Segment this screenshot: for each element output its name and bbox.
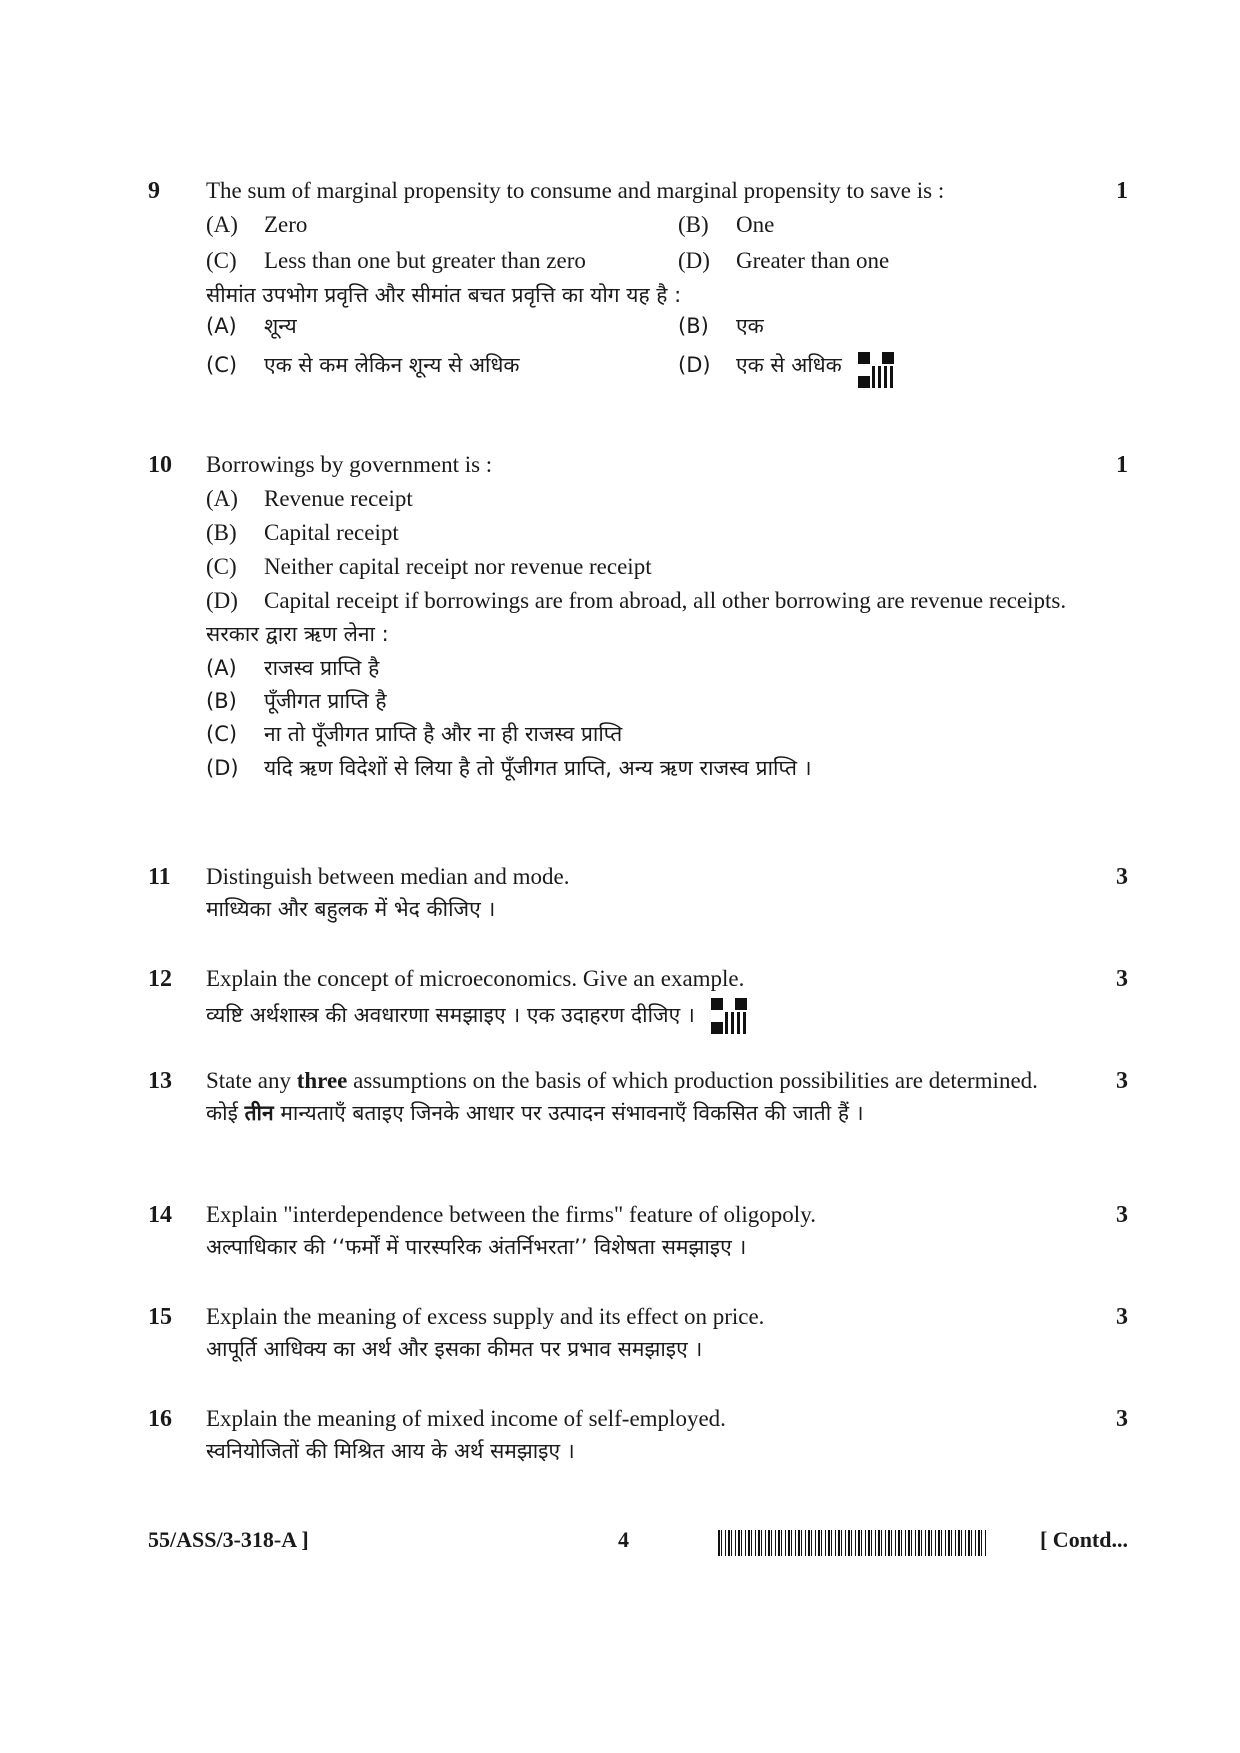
question-number: 16 — [148, 1406, 172, 1432]
question-number: 13 — [148, 1068, 172, 1094]
option-a-hi: (A) राजस्व प्राप्ति है — [206, 655, 380, 680]
question-9 — [148, 176, 1128, 394]
qr-code-icon — [711, 998, 747, 1034]
option-b-hi: (B) एक — [678, 313, 764, 338]
emphasis-three-hi: तीन — [244, 1100, 274, 1125]
option-d-hi: (D) यदि ऋण विदेशों से लिया है तो पूँजीगत प्राप्ति, अन्य ऋण राजस्व प्राप्ति । — [206, 755, 812, 780]
question-text-en: State any three assumptions on the basis of which production possibilities are determined. — [206, 1068, 1038, 1093]
option-c-hi: (C) ना तो पूँजीगत प्राप्ति है और ना ही राजस्व प्राप्ति — [206, 722, 623, 747]
option-b: (B) One — [678, 211, 775, 237]
question-16 — [148, 1404, 1128, 1469]
question-text-hi: माध्यिका और बहुलक में भेद कीजिए । — [206, 896, 496, 921]
question-text-en: Explain "interdependence between the firms" feature of oligopoly. — [206, 1202, 816, 1227]
question-text-hi: कोई तीन मान्यताएँ बताइए जिनके आधार पर उत्पादन संभावनाएँ विकसित की जाती हैं । — [206, 1100, 864, 1125]
question-text-hi: सीमांत उपभोग प्रवृत्ति और सीमांत बचत प्रवृत्ति का योग यह है : — [206, 282, 682, 307]
paper-code: 55/ASS/3-318-A ] — [148, 1527, 309, 1552]
question-marks: 3 — [1116, 864, 1128, 890]
question-number: 11 — [148, 864, 171, 890]
page-footer — [148, 1526, 1128, 1566]
option-d: (D) Greater than one — [678, 247, 890, 273]
question-text-en: Explain the meaning of excess supply and its effect on price. — [206, 1304, 765, 1329]
option-d: (D) Capital receipt if borrowings are from abroad, all other borrowing are revenue receipts. — [206, 587, 1067, 613]
question-number: 10 — [148, 452, 172, 478]
option-a: (A) Revenue receipt — [206, 485, 413, 511]
continued-label: [ Contd... — [1039, 1527, 1128, 1552]
question-marks: 3 — [1116, 1068, 1128, 1094]
question-text-hi: अल्पाधिकार की ‘‘फर्मों में पारस्परिक अंतर्निभरता’’ विशेषता समझाइए । — [206, 1234, 747, 1259]
question-12 — [148, 964, 1128, 1038]
emphasis-three: three — [296, 1068, 348, 1093]
question-15 — [148, 1302, 1128, 1367]
question-number: 15 — [148, 1304, 172, 1330]
barcode-icon — [718, 1530, 988, 1556]
option-d-hi: (D) एक से अधिक — [678, 352, 1088, 388]
question-text-hi: व्यष्टि अर्थशास्त्र की अवधारणा समझाइए । एक उदाहरण दीजिए । — [206, 1002, 695, 1027]
question-text-hi-row — [206, 998, 1088, 1034]
options-en — [206, 210, 1088, 276]
question-marks: 1 — [1116, 178, 1128, 204]
question-text-en: Distinguish between median and mode. — [206, 864, 570, 889]
option-c: (C) Neither capital receipt nor revenue receipt — [206, 553, 652, 579]
option-c-hi: (C) एक से कम लेकिन शून्य से अधिक — [206, 353, 520, 378]
option-b: (B) Capital receipt — [206, 519, 399, 545]
question-marks: 3 — [1116, 1202, 1128, 1228]
options-hi — [206, 313, 1088, 388]
question-14 — [148, 1200, 1128, 1265]
option-a: (A) Zero — [206, 211, 308, 237]
question-11 — [148, 862, 1128, 927]
option-c: (C) Less than one but greater than zero — [206, 247, 586, 273]
option-a-hi: (A) शून्य — [206, 313, 297, 338]
question-text-hi: स्वनियोजितों की मिश्रित आय के अर्थ समझाइए । — [206, 1438, 575, 1463]
question-marks: 1 — [1116, 452, 1128, 478]
question-text-en: The sum of marginal propensity to consume and marginal propensity to save is : — [206, 178, 945, 203]
question-text-hi: सरकार द्वारा ऋण लेना : — [206, 622, 389, 647]
option-b-hi: (B) पूँजीगत प्राप्ति है — [206, 689, 387, 714]
question-marks: 3 — [1116, 1304, 1128, 1330]
question-marks: 3 — [1116, 1406, 1128, 1432]
question-number: 9 — [148, 178, 160, 204]
question-text-hi: आपूर्ति आधिक्य का अर्थ और इसका कीमत पर प्रभाव समझाइए । — [206, 1336, 703, 1361]
question-text-en: Borrowings by government is : — [206, 452, 493, 477]
question-marks: 3 — [1116, 966, 1128, 992]
page-number: 4 — [618, 1527, 629, 1552]
question-text-en: Explain the meaning of mixed income of self-employed. — [206, 1406, 726, 1431]
qr-code-icon — [858, 352, 894, 388]
question-text-en: Explain the concept of microeconomics. Give an example. — [206, 966, 745, 991]
question-13 — [148, 1066, 1128, 1131]
question-10 — [148, 450, 1128, 788]
question-number: 14 — [148, 1202, 172, 1228]
question-number: 12 — [148, 966, 172, 992]
